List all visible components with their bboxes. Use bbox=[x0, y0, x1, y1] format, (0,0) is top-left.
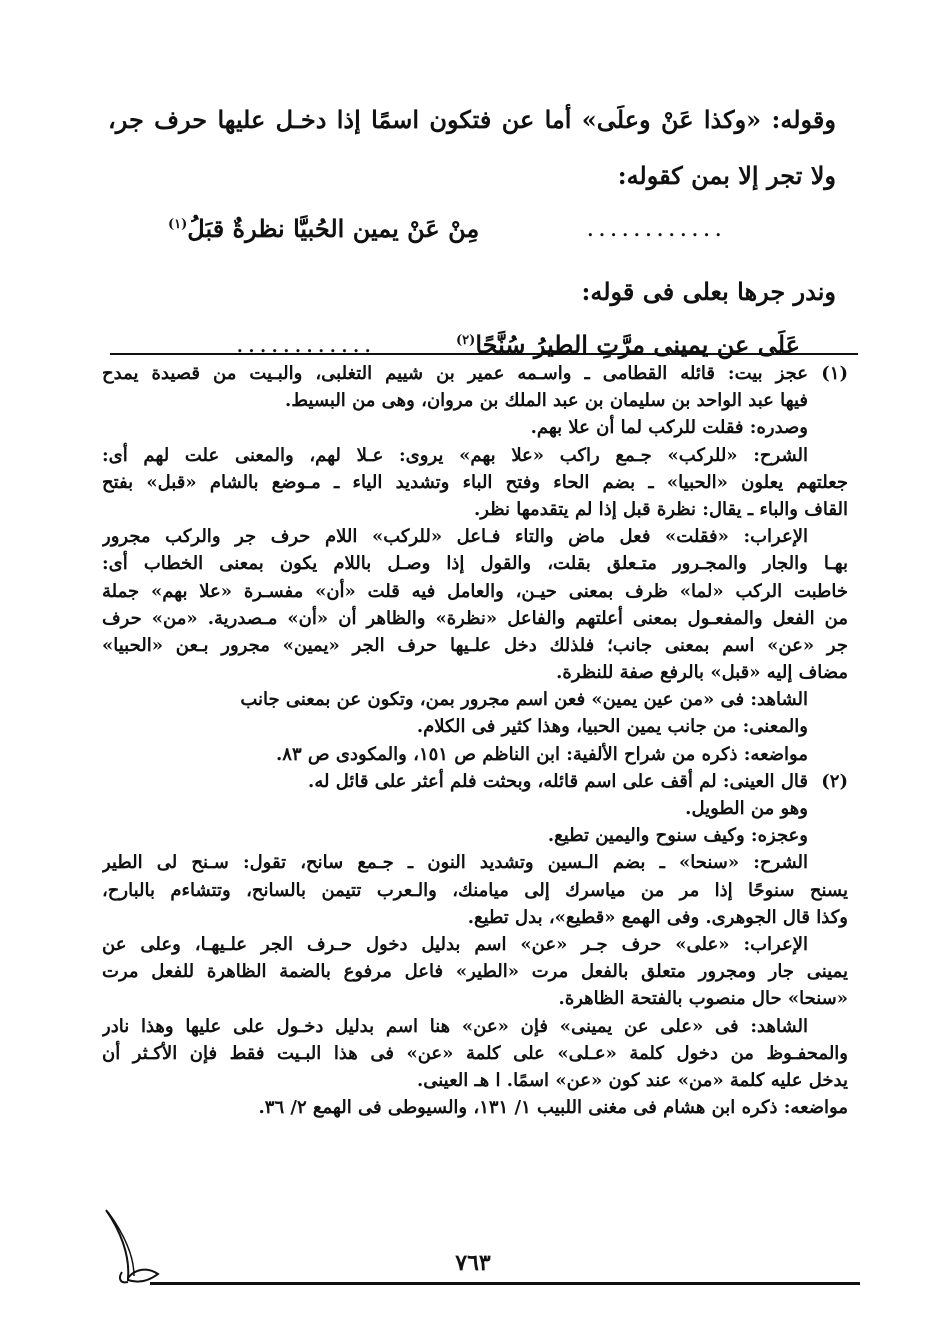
footnote-ref-2[interactable]: (٢) bbox=[456, 333, 476, 348]
footnote-line bbox=[102, 414, 848, 441]
footnote-line bbox=[102, 605, 848, 632]
footnote-text: مواضعه: ذكره ابن هشام فى مغنى اللبيب ١/ ١٣١، والسيوطى فى الهمع ٢/ ٣٦. bbox=[258, 1097, 848, 1119]
footnote-text: قال العينى: لم أقف على اسم قائله، وبحثت فلم أعثر على قائل له. bbox=[308, 770, 808, 792]
footnote-text: جر «عن» اسم بمعنى جانب؛ فلذلك دخل علـيها حرف الجر «يمين» مجرور بـعن «الحبيا» bbox=[102, 634, 848, 656]
footnote-text: الإعراب: «فقلت» فعل ماض والتاء فـاعل «للركب» اللام حرف جر والركب مجرور bbox=[102, 526, 808, 548]
footnote-line bbox=[102, 523, 848, 550]
main-text bbox=[108, 92, 836, 378]
footnote-line bbox=[102, 1040, 848, 1067]
footnote-line bbox=[102, 877, 848, 904]
verse-1-hemistich: مِنْ عَنْ يمين الحُبيَّا نظرةٌ قبَلُ$^{(١)}$ bbox=[168, 214, 480, 243]
footnote-separator bbox=[110, 353, 858, 355]
footnote-line bbox=[102, 659, 848, 686]
footnote-line bbox=[102, 768, 848, 795]
footnote-text: يمينى جار ومجرور متعلق بالفعل مرت «الطير» فاعل مرفوع بالضمة الظاهرة للفعل مرت bbox=[102, 961, 848, 983]
footnote-line bbox=[102, 442, 848, 469]
main-line-2: ولا تجر إلا بمن كقوله: bbox=[617, 161, 836, 190]
footnote-text: من الفعل والمفعـول بمعنى أعلتهم والفاعل «نظرة» والظاهر أن «أن» مـصدرية. «من» حرف bbox=[102, 607, 848, 629]
footnote-line bbox=[102, 578, 848, 605]
footnote-text: وصدره: فقلت للركب لما أن علا بهم. bbox=[530, 417, 808, 439]
verse-1 bbox=[108, 204, 836, 262]
quill-ornament-icon bbox=[100, 1200, 180, 1290]
footnote-line bbox=[102, 958, 848, 985]
footnote-text: وعجزه: وكيف سنوح واليمين تطيع. bbox=[547, 825, 808, 847]
footnote-text: الشرح: «سنحا» ـ بضم الـسين وتشديد النون ـ جـمع سانح، تقول: سـنح لى الطير bbox=[102, 852, 808, 874]
footnote-line bbox=[102, 469, 848, 496]
footnote-line bbox=[102, 1013, 848, 1040]
footnote-text: يدخل عليه كلمة «من» عند كون «عن» اسمًا. ا هـ العينى. bbox=[416, 1069, 848, 1091]
footnote-line bbox=[102, 904, 848, 931]
footnote-line bbox=[102, 985, 848, 1012]
footnote-text: الإعراب: «على» حرف جـر «عن» اسم بدليل دخول حـرف الجر علـيهـا، وعلى عن bbox=[102, 933, 808, 955]
verse-2-dots: ............ bbox=[236, 330, 376, 358]
footnote-line bbox=[102, 822, 848, 849]
footnote-text: وهو من الطويل. bbox=[685, 798, 808, 819]
footnote-text: الشاهد: فى «من عين يمين» فعن اسم مجرور بمن، وتكون عن بمعنى جانب bbox=[240, 689, 808, 711]
footnote-line bbox=[102, 849, 848, 876]
footnote-text: وكذا قال الجوهرى. وفى الهمع «قطيع»، بدل تطيع. bbox=[467, 906, 848, 928]
footnote-line bbox=[102, 387, 848, 414]
main-line-1: وقوله: «وكذا عَنْ وعلَى» أما عن فتكون اسمًا إذا دخـل عليها حرف جر، bbox=[108, 105, 836, 134]
footnote-text: مضاف إليه «قبل» بالرفع صفة للنظرة. bbox=[556, 662, 848, 684]
footnote-text: خاطبت الركب «لما» ظرف بمعنى حيـن، والعامل فيه قلت «أن» مفسـرة «علا بهم» جملة bbox=[102, 580, 848, 602]
footnote-text: الشرح: «للركب» جـمع راكب «علا بهم» يروى: عـلا لهم، والمعنى علت لهم أى: bbox=[102, 444, 808, 466]
footnote-line bbox=[102, 632, 848, 659]
footnote-text: عجز بيت: قائله القطامى ـ واسـمه عمير بن شييم التغلبى، والبـيت من قصيدة يمدح bbox=[102, 363, 808, 384]
footnote-text: مواضعه: ذكره من شراح الألفية: ابن الناظم ص ١٥١، والمكودى ص ٨٣. bbox=[276, 743, 808, 765]
footnote-marker: (١) bbox=[821, 363, 848, 384]
footnote-line bbox=[102, 741, 848, 768]
footnote-text: جعلتهم يعلون «الحبيا» ـ بضم الحاء وفتح الباء وتشديد الياء ـ مـوضع بالشام «قبل» بفتح bbox=[102, 471, 848, 493]
main-line-3: وندر جرها بعلى فى قوله: bbox=[581, 277, 836, 306]
footer-rule bbox=[150, 1282, 860, 1285]
footnote-text: والمحفـوظ من دخول كلمة «عـلى» على كلمة «عن» فى هذا البـيت فقط فإن الأكـثر أن bbox=[102, 1042, 848, 1064]
footnote-line bbox=[102, 713, 848, 740]
footnote-text: والمعنى: من جانب يمين الحبيا، وهذا كثير فى الكلام. bbox=[416, 716, 808, 738]
verse-2-hemistich: عَلَى عن يمينى مرَّتِ الطيرُ سُنَّحًا$^{(٢)}$ bbox=[456, 330, 800, 359]
footnote-text: القاف والباء ـ يقال: نظرة قبل إذا لم يتقدمها نظر. bbox=[474, 498, 848, 520]
footnote-line bbox=[102, 496, 848, 523]
footnote-ref-1[interactable]: (١) bbox=[168, 217, 188, 232]
footnote-line bbox=[102, 550, 848, 577]
footnote-text: فيها عبد الواحد بن سليمان بن عبد الملك بن مروان، وهى من البسيط. bbox=[285, 390, 808, 412]
footnote-line bbox=[102, 686, 848, 713]
footnote-text: يسنح سنوحًا إذا مر من مياسرك إلى ميامنك، والـعرب تتيمن بالسانح، وتتشاءم بالبارح، bbox=[102, 879, 848, 901]
footnote-line bbox=[102, 1067, 848, 1094]
footnote-line bbox=[102, 931, 848, 958]
footnote-text: «سنحا» حال منصوب بالفتحة الظاهرة. bbox=[558, 988, 848, 1010]
page-number: ٧٦٣ bbox=[455, 1250, 491, 1276]
footnotes bbox=[102, 360, 848, 1121]
footnote-marker: (٢) bbox=[821, 770, 848, 792]
footnote-line bbox=[102, 1094, 848, 1121]
footnote-text: الشاهد: فى «على عن يمينى» فإن «عن» هنا اسم بدليل دخـول على عليها وهذا نادر bbox=[102, 1015, 808, 1037]
footnote-line bbox=[102, 795, 848, 822]
verse-1-dots: ............ bbox=[586, 214, 726, 242]
footnote-line bbox=[102, 360, 848, 387]
footnote-text: بهـا والجار والمجـرور متـعلق بقلت، والقول إذا وصـل باللام يكون بمعنى الخطاب أى: bbox=[102, 553, 848, 575]
